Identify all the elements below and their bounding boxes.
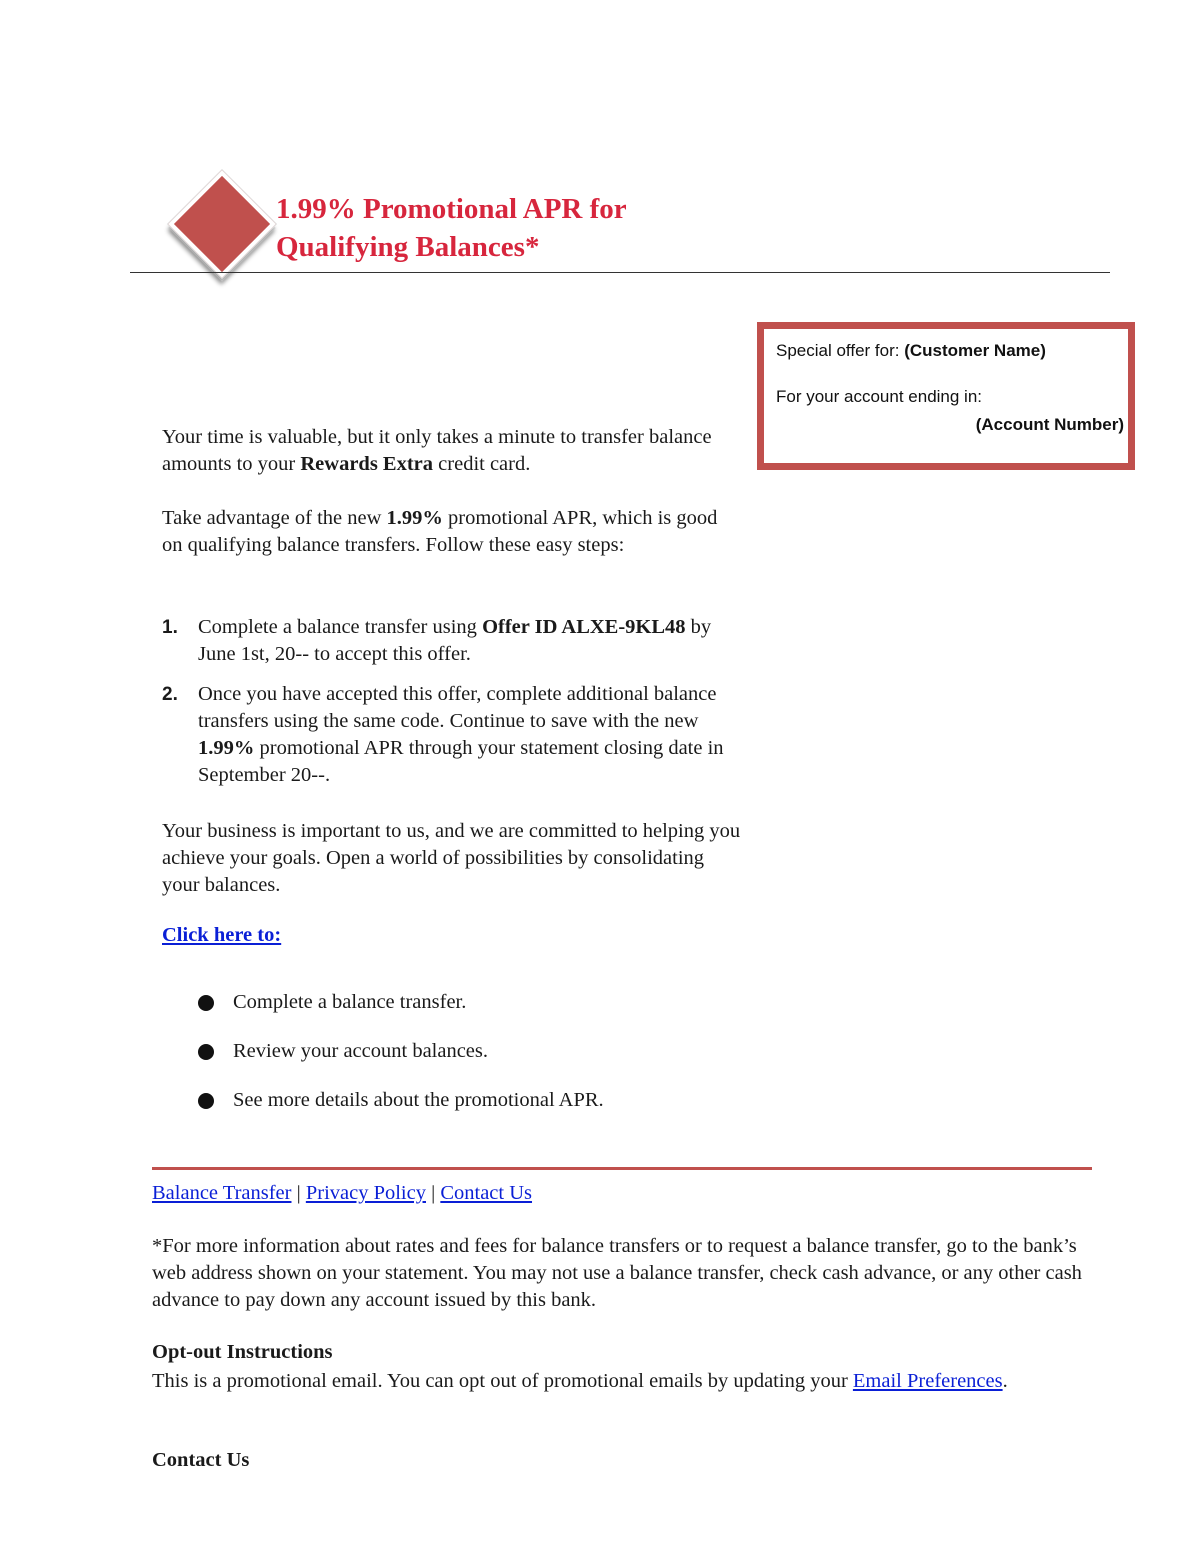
intro-p1-text-end: credit card. bbox=[433, 453, 531, 475]
apr-rate: 1.99% bbox=[386, 507, 443, 529]
logo bbox=[162, 160, 272, 290]
step-item bbox=[162, 614, 742, 668]
click-here-link[interactable]: Click here to: bbox=[162, 924, 282, 946]
page-title bbox=[276, 190, 836, 266]
page-title-line1: 1.99% Promotional APR for bbox=[276, 193, 627, 225]
bullet-text: See more details about the promotional APR. bbox=[233, 1089, 604, 1111]
optout-text bbox=[152, 1368, 1052, 1395]
balance-transfer-link[interactable]: Balance Transfer bbox=[152, 1182, 292, 1204]
optout-period: . bbox=[1002, 1370, 1008, 1392]
bullet-text: Review your account balances. bbox=[233, 1040, 489, 1062]
step-item bbox=[162, 681, 742, 789]
list-item bbox=[198, 1087, 758, 1136]
intro-paragraph-2 bbox=[162, 505, 742, 559]
list-item bbox=[198, 989, 758, 1038]
offer-account-number: (Account Number) bbox=[975, 415, 1124, 434]
offer-customer-line bbox=[776, 341, 1046, 361]
page-title-line2: Qualifying Balances* bbox=[276, 231, 540, 263]
cta-bullet-list bbox=[198, 989, 758, 1136]
step-text: Complete a balance transfer using bbox=[198, 616, 483, 638]
step-text-end: by June 1st, 20-- to accept this offer. bbox=[198, 616, 712, 665]
footer-links bbox=[152, 1180, 532, 1207]
card-name: Rewards Extra bbox=[300, 453, 434, 475]
bullet-icon bbox=[198, 1093, 214, 1109]
step-number: 1. bbox=[162, 617, 178, 638]
contact-title: Contact Us bbox=[152, 1449, 250, 1471]
optout-title: Opt-out Instructions bbox=[152, 1341, 333, 1363]
offer-customer-label: Special offer for: bbox=[776, 341, 905, 360]
step-text: Once you have accepted this offer, complete additional balance transfers using the same code. Continue to save with the new bbox=[198, 683, 717, 732]
privacy-policy-link[interactable]: Privacy Policy bbox=[305, 1182, 426, 1204]
header-divider bbox=[130, 272, 1110, 273]
step-number: 2. bbox=[162, 684, 178, 705]
intro-paragraph-1 bbox=[162, 424, 742, 478]
list-item bbox=[198, 1038, 758, 1087]
separator: | bbox=[296, 1182, 301, 1204]
offer-id: Offer ID ALXE-9KL48 bbox=[482, 616, 686, 638]
diamond-icon bbox=[168, 170, 275, 277]
bullet-icon bbox=[198, 995, 214, 1011]
intro-p2-text: Take advantage of the new bbox=[162, 507, 387, 529]
offer-customer-name: (Customer Name) bbox=[904, 341, 1046, 360]
steps-list bbox=[162, 614, 742, 802]
bullet-icon bbox=[198, 1044, 214, 1060]
footer-divider bbox=[152, 1167, 1092, 1170]
special-offer-box bbox=[757, 322, 1135, 470]
contact-us-link[interactable]: Contact Us bbox=[440, 1182, 533, 1204]
bullet-text: Complete a balance transfer. bbox=[233, 991, 467, 1013]
separator: | bbox=[431, 1182, 436, 1204]
offer-account-label: For your account ending in: bbox=[776, 387, 983, 406]
closing-paragraph: Your business is important to us, and we are committed to helping you achieve your goals. Open a world of possibilities by consolidating your balances. bbox=[162, 820, 741, 896]
intro-p2-text-end: promotional APR, which is good on qualifying balance transfers. Follow these easy steps: bbox=[162, 507, 718, 556]
apr-rate: 1.99% bbox=[198, 737, 255, 759]
email-preferences-link[interactable]: Email Preferences bbox=[852, 1370, 1003, 1392]
step-text-end: promotional APR through your statement closing date in September 20--. bbox=[198, 737, 724, 786]
disclaimer: *For more information about rates and fees for balance transfers or to request a balance transfer, go to the bank’s web address shown on your statement. You may not use a balance transfer, check cash advance, or any other cash advance to pay down any account issued by this bank. bbox=[152, 1235, 1082, 1311]
optout-body: This is a promotional email. You can opt out of promotional emails by updating your bbox=[152, 1370, 853, 1392]
intro-p1-text: Your time is valuable, but it only takes a minute to transfer balance amounts to your bbox=[162, 426, 712, 475]
